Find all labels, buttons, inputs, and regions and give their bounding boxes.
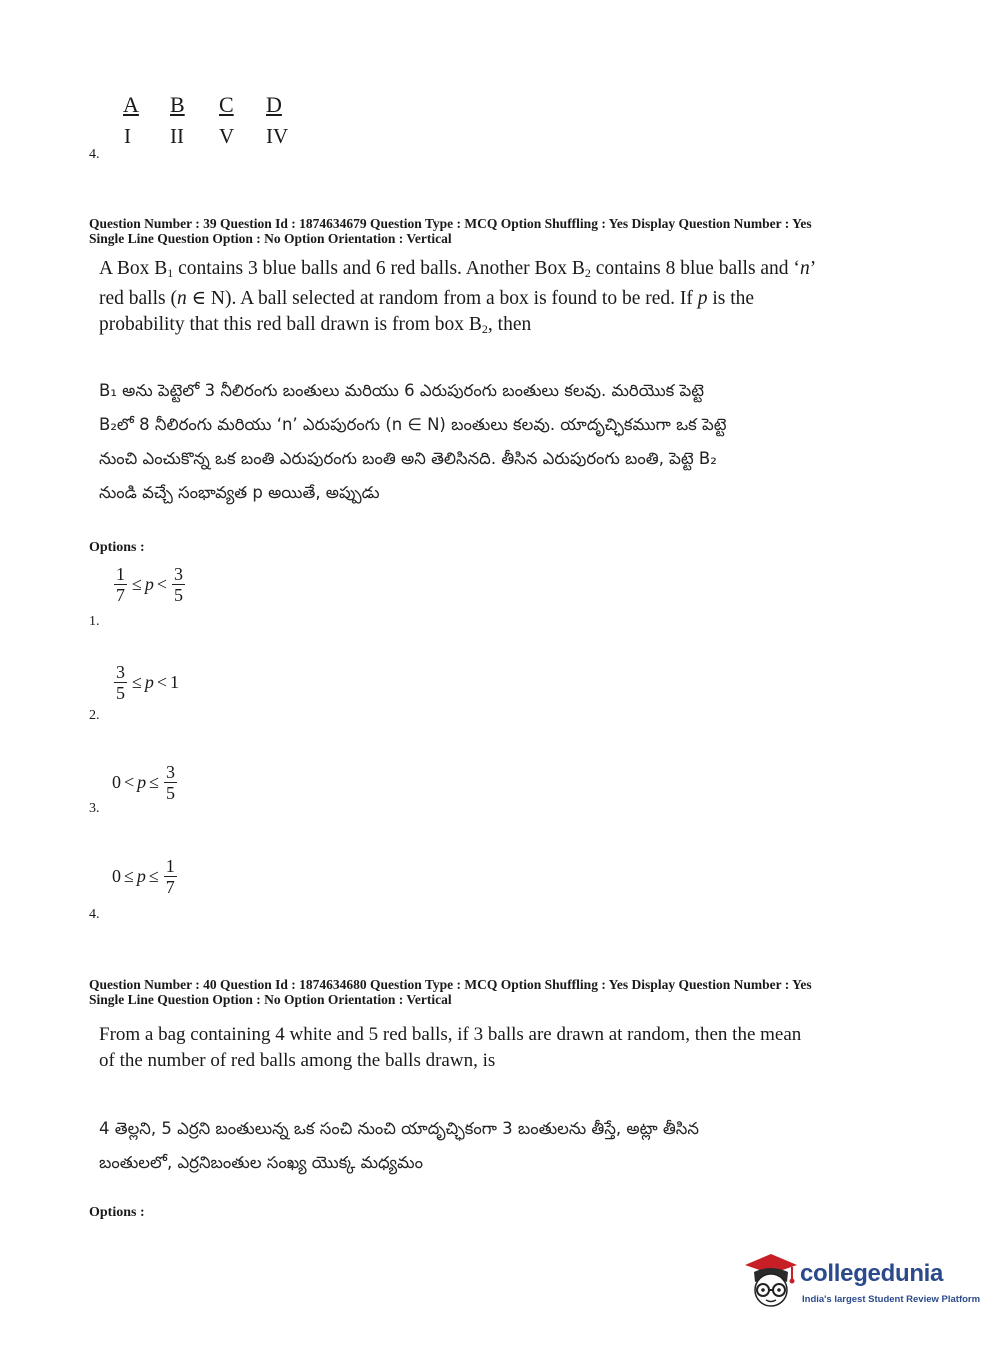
q39-meta-line2: Single Line Question Option : No Option Orientation : Vertical [89,231,452,246]
q39-telugu-line1: B₁ అను పెట్టెలో 3 నీలిరంగు బంతులు మరియు 6 ఎరుపురంగు బంతులు కలవు. మరియొక పెట్టె [99,381,704,400]
q39-option-1[interactable]: $\frac{1}{7}$ ≤ p < $\frac{3}{5}$ [116,564,184,605]
fraction: $\frac{1}{7}$ [165,856,175,897]
fraction: $\frac{3}{5}$ [166,762,176,803]
q39-line2: red balls (n ∈ N). A ball selected at random from a box is found to be red. If p is the [99,288,755,309]
q40-line2: of the number of red balls among the balls drawn, is [99,1050,496,1071]
q40-question-english [99,1022,869,1074]
match-header-a: A [123,92,139,117]
q39-options-label: Options : [89,540,145,555]
q40-telugu-line2: బంతులలో, ఎర్రనిబంతుల సంఖ్య యొక్క మధ్యమం [99,1153,423,1172]
q40-line1: From a bag containing 4 white and 5 red balls, if 3 balls are drawn at random, then the mean [99,1024,802,1045]
match-value-d: IV [266,124,289,148]
q39-question-english [99,256,869,342]
fraction: $\frac{1}{7}$ [116,564,125,605]
q40-question-telugu [99,1112,869,1180]
q39-line1: A Box $B_1$ contains 3 blue balls and 6 red balls. Another Box $B_2$ contains 8 blue balls and ‘n’ [99,258,817,280]
collegedunia-logo[interactable] [742,1252,981,1312]
match-value-a: I [124,124,131,148]
q39-telugu-line2: B₂లో 8 నీలిరంగు మరియు ‘n’ ఎరుపురంగు (n ∈ N) బంతులు కలవు. యాదృచ్ఛికముగా ఒక పెట్టె [99,415,727,434]
q40-meta-line1: Question Number : 40 Question Id : 1874634680 Question Type : MCQ Option Shuffling : Yes Display Question Number : Yes [89,977,812,992]
q40-meta [89,977,812,1007]
match-header-d: D [266,92,282,117]
option-number: 4. [89,147,100,162]
match-value-c: V [219,124,235,148]
q39-option-4[interactable]: 0 ≤ p ≤ $\frac{1}{7}$ [112,856,175,897]
q39-option-3[interactable]: 0 < p ≤ $\frac{3}{5}$ [112,762,176,803]
match-header-c: C [219,92,234,117]
q39-question-telugu [99,374,869,510]
q39-telugu-line4: నుండి వచ్చే సంభావ్యత p అయితే, అప్పుడు [99,483,380,502]
q39-meta-line1: Question Number : 39 Question Id : 1874634679 Question Type : MCQ Option Shuffling : Yes Display Question Number : Yes [89,216,812,231]
logo-tagline: India's largest Student Review Platform [802,1294,981,1305]
fraction: $\frac{3}{5}$ [116,662,125,703]
fraction: $\frac{3}{5}$ [174,564,184,605]
q39-option-4-number: 4. [89,907,100,922]
q40-meta-line2: Single Line Question Option : No Option Orientation : Vertical [89,992,452,1007]
mascot-icon [742,1252,800,1312]
q39-option-2-number: 2. [89,708,100,723]
logo-wordmark: collegedunia [800,1260,944,1287]
q40-telugu-line1: 4 తెల్లని, 5 ఎర్రని బంతులున్న ఒక సంచి నుంచి యాదృచ్ఛికంగా 3 బంతులను తీస్తే, అట్లా తీసిన [99,1119,699,1138]
q39-meta [89,216,812,246]
match-value-b: II [170,124,184,148]
q39-option-2[interactable]: $\frac{3}{5}$ ≤ p < 1 [116,662,180,703]
match-header-b: B [170,92,185,117]
q39-option-3-number: 3. [89,801,100,816]
q39-option-1-number: 1. [89,614,100,629]
q39-telugu-line3: నుంచి ఎంచుకొన్న ఒక బంతి ఎరుపురంగు బంతి అని తెలిసినది. తీసిన ఎరుపురంగు బంతి, పెట్టె B₂ [99,449,717,468]
q40-options-label: Options : [89,1205,145,1220]
q39-line3: probability that this red ball drawn is from box $B_2$, then [99,314,532,336]
